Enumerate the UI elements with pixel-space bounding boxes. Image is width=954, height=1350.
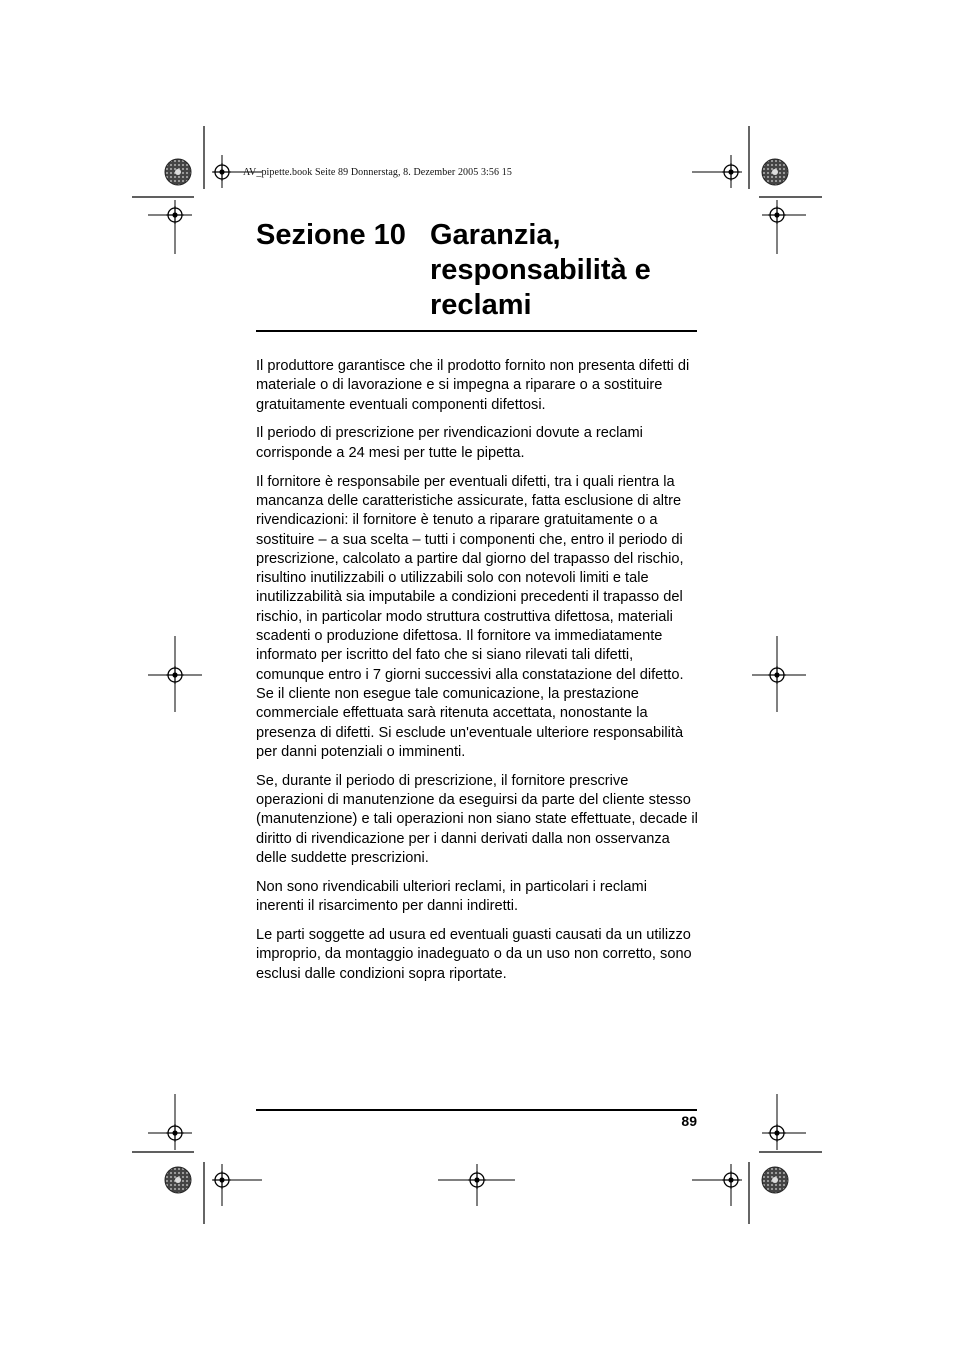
print-slug-line: AV_pipette.book Seite 89 Donnerstag, 8. Dezember 2005 3:56 15 (243, 167, 512, 178)
section-title: Garanzia, responsabilità e reclami (430, 219, 651, 321)
body-text (256, 357, 698, 993)
paragraph: Se, durante il periodo di prescrizione, il fornitore prescrive operazioni di manutenzione da eseguirsi da parte del cliente stesso (manutenzione) e tali operazioni non siano state effettuate, decade il diritto di rivendicazione per i danni derivati dalla non osservanza delle suddette prescrizioni. (256, 772, 698, 866)
heading-rule (256, 330, 697, 332)
paragraph: Non sono rivendicabili ulteriori reclami, in particolari i reclami inerenti il risarcimento per danni indiretti. (256, 878, 647, 915)
paragraph: Il periodo di prescrizione per rivendicazioni dovute a reclami corrisponde a 24 mesi per tutte le pipetta. (256, 425, 643, 461)
page-number: 89 (681, 1113, 697, 1129)
paragraph: Il fornitore è responsabile per eventuali difetti, tra i quali rientra la mancanza delle caratteristiche assicurate, fatta esclusione di altre rivendicazioni: il fornitore è tenuto a riparare gratuitamente o a sostituire – a sua scelta – tutti i componenti che, entro il periodo di prescrizione, calcolato a partire dal giorno del trapasso del rischio, risultino inutilizzabili o utilizzabili solo con notevoli limiti e tale inutilizzabilità sia imputabile a condizioni precedenti il trapasso del rischio, in particolar modo struttura costruttiva difettosa, materiali scadenti o produzione difettosa. Il fornitore va immediatamente informato per iscritto del fato che si siano rilevati tali difetti, comunque entro i 7 giorni successivi alla constatazione del difetto. Se il cliente non esegue tale comunicazione, la prestazione commerciale effettuata sarà ritenuta accettata, nonostante la presenza di difetti. Si esclude un'eventuale ulteriore responsabilità per danni potenziali o imminenti. (256, 473, 684, 760)
paragraph: Le parti soggette ad usura ed eventuali guasti causati da un utilizzo improprio, da montaggio inadeguato o da un uso non corretto, sono esclusi dalle condizioni sopra riportate. (256, 926, 692, 982)
footer-rule (256, 1109, 697, 1111)
paragraph: Il produttore garantisce che il prodotto fornito non presenta difetti di materiale o di lavorazione e si impegna a riparare o a sostituire gratuitamente eventuali componenti difettosi. (256, 358, 690, 413)
section-number: Sezione 10 (256, 219, 406, 251)
